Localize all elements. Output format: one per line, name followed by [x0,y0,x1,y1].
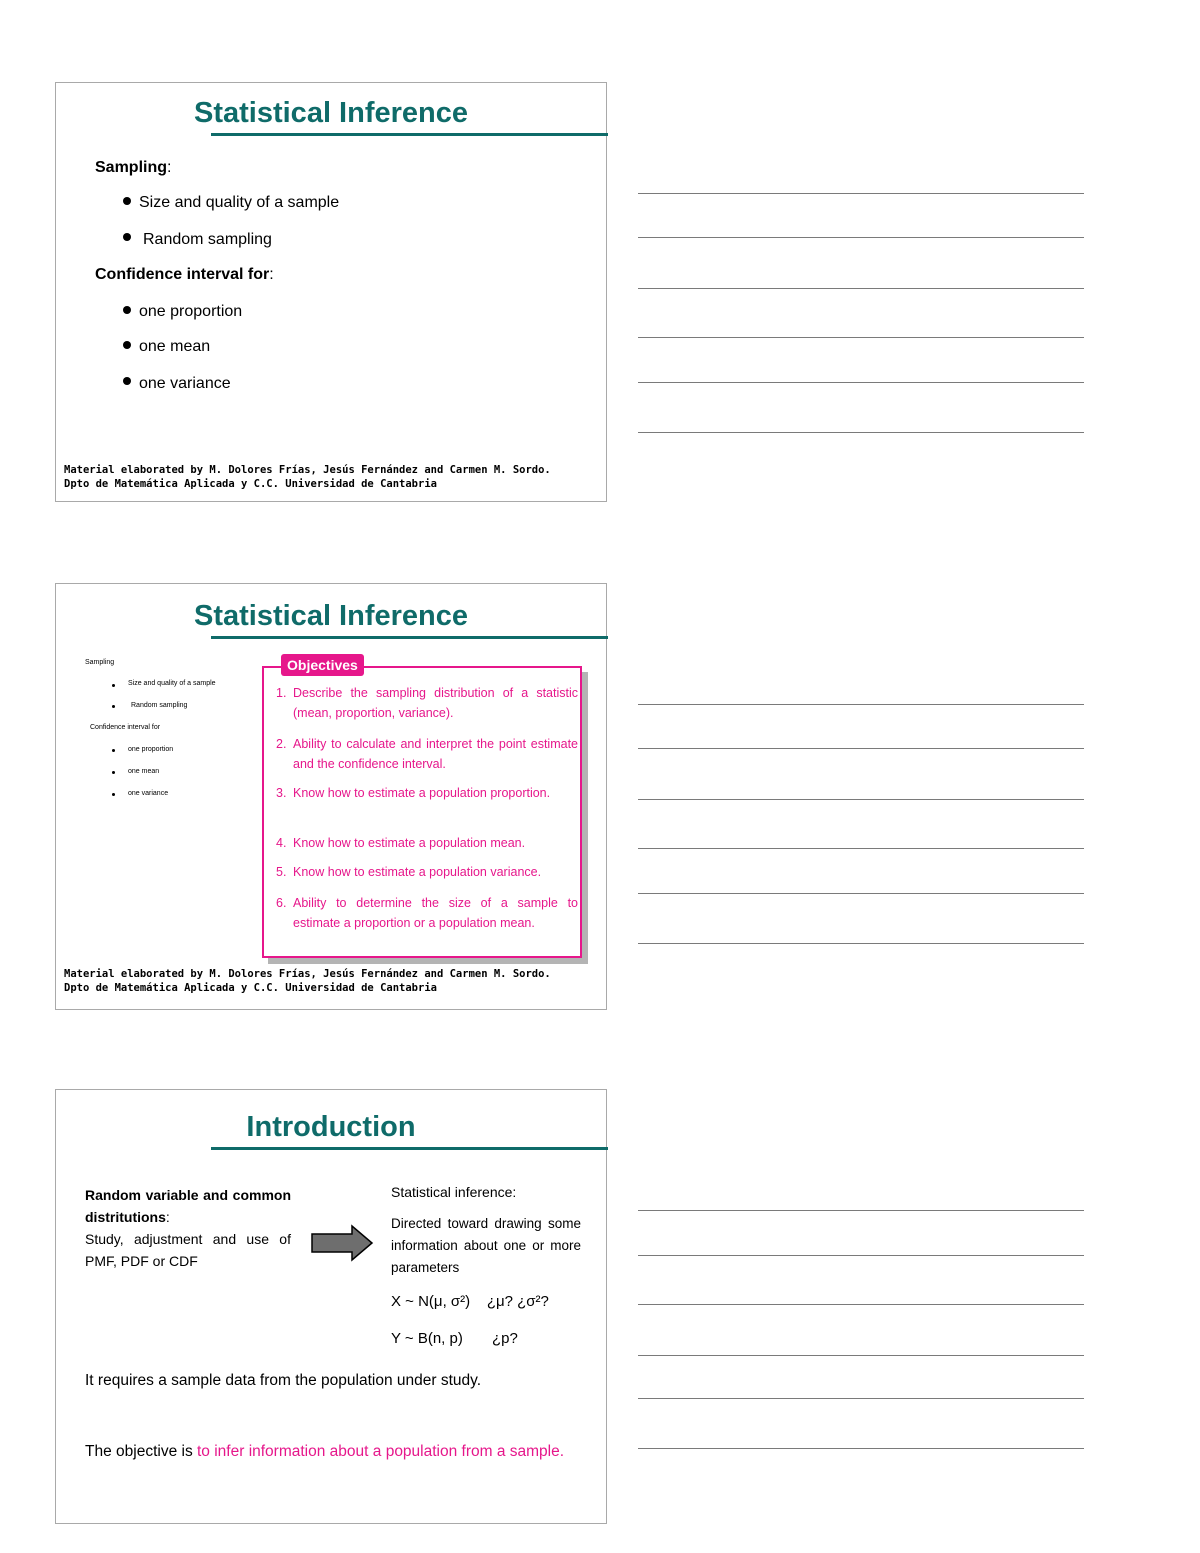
mini-item: one mean [128,768,160,775]
bullet-icon [123,306,131,314]
bullet-icon [123,377,131,385]
note-line [638,382,1084,383]
slide-footer: Material elaborated by M. Dolores Frías, Jesús Fernández and Carmen M. Sordo. Dpto de Matemática Aplicada y C.C. Universidad de Cantabria [64,464,551,490]
slide-2: Statistical Inference Sampling Size and quality of a sample Random sampling Confidence interval for one proportion one mean one variance Objectives 1. Describe the sampling distribution of a statistic (mean, proportion, variance). 2. Ability to calculate and interpret the point estimate and the confidence interval. 3. Know how to estimate a population proportion. 4. Know how to estimate a population mean. 5. Know how to estimate a population variance. 6. Ability to determine the size of a sample to estimate a proportion or a population mean. Material elaborated by M. Dolores Frías, Jesús Fernández and Carmen M. Sordo. Dpto de Matemática Aplicada y C.C. Universidad de Cantabria [55,583,607,1010]
inference-body: Directed toward drawing some information about one or more parameters [391,1216,581,1275]
slide-title: Statistical Inference [194,600,468,632]
list-item: Random sampling [143,231,272,248]
note-line [638,748,1084,749]
objective-text: The objective is to infer information about a population from a sample. [85,1443,565,1460]
title-underline [211,1147,608,1150]
slide-1 [55,82,607,502]
mini-sampling-heading: Sampling [85,659,115,666]
ci-heading: Confidence interval for: [95,266,274,283]
rv-body: Study, adjustment and use of PMF, PDF or CDF [85,1231,291,1269]
list-item: Size and quality of a sample [139,194,340,211]
objectives-title: Objectives [281,654,364,676]
note-line [638,1304,1084,1305]
note-line [638,1398,1084,1399]
title-underline [211,133,608,136]
list-item: one proportion [139,303,243,320]
title-underline [211,636,608,639]
mini-ci-heading: Confidence interval for [90,724,161,731]
slide-title: Statistical Inference [194,97,468,129]
note-line [638,893,1084,894]
bullet-icon [123,233,131,241]
slide-3 [55,1089,607,1524]
mini-item: one proportion [128,746,174,753]
bullet-icon [112,684,115,687]
list-item: one variance [139,375,231,392]
bullet-icon [112,771,115,774]
mini-item: Random sampling [131,702,188,709]
mini-item: one variance [128,790,169,797]
note-line [638,1255,1084,1256]
bullet-icon [123,197,131,205]
list-item: one mean [139,338,211,355]
right-arrow-icon [310,1224,374,1262]
note-line [638,432,1084,433]
note-line [638,1210,1084,1211]
note-line [638,943,1084,944]
rv-heading: Random variable and common distritutions: [85,1187,291,1225]
note-line [638,799,1084,800]
sample-text: It requires a sample data from the population under study. [85,1372,482,1389]
note-line [638,193,1084,194]
formula-normal: X ~ N(μ, σ²) ¿μ? ¿σ²? [391,1293,549,1310]
bullet-icon [123,341,131,349]
note-line [638,237,1084,238]
note-line [638,337,1084,338]
bullet-icon [112,749,115,752]
note-line [638,1355,1084,1356]
slide-footer: Material elaborated by M. Dolores Frías, Jesús Fernández and Carmen M. Sordo. Dpto de Matemática Aplicada y C.C. Universidad de Cantabria [64,968,551,994]
note-line [638,704,1084,705]
bullet-icon [112,793,115,796]
slide-title: Introduction [246,1111,416,1143]
note-line [638,288,1084,289]
inference-heading: Statistical inference: [391,1184,517,1200]
note-line [638,1448,1084,1449]
bullet-icon [112,705,115,708]
note-line [638,848,1084,849]
sampling-heading: Sampling: [95,159,172,176]
mini-item: Size and quality of a sample [128,680,216,687]
formula-binomial: Y ~ B(n, p) ¿p? [391,1330,518,1347]
